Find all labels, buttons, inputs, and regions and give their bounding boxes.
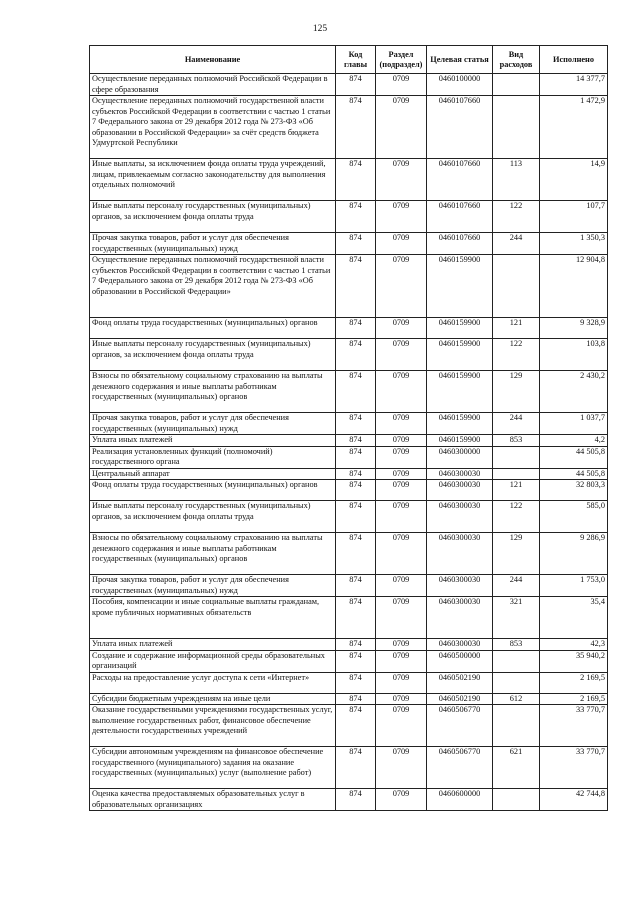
row-name: Реализация установленных функций (полномочий) государственного органа [90,446,336,468]
row-glava: 874 [336,693,376,705]
row-statya: 0460100000 [427,74,493,96]
row-ispolneno: 44 505,8 [540,468,608,480]
row-name: Субсидии бюджетным учреждениям на иные цели [90,693,336,705]
row-ispolneno: 1 350,3 [540,233,608,255]
row-vid: 621 [493,747,540,789]
row-glava: 874 [336,639,376,651]
row-statya: 0460107660 [427,201,493,233]
row-name: Взносы по обязательному социальному страхованию на выплаты денежного содержания и иные выплаты работникам государственных (муниципальных) органов [90,371,336,413]
table-row [90,575,608,597]
row-vid [493,789,540,811]
row-name: Осуществление переданных полномочий государственной власти субъектов Российской Федерации в соответствии с частью 1 статьи 7 Федерального закона от 29 декабря 2012 года № 273-ФЗ «Об образовании в Российской Федерации» [90,255,336,318]
header-name: Наименование [90,46,336,74]
row-ispolneno: 42,3 [540,639,608,651]
table-row [90,201,608,233]
row-glava: 874 [336,575,376,597]
row-name: Прочая закупка товаров, работ и услуг для обеспечения государственных (муниципальных) нужд [90,233,336,255]
row-ispolneno: 1 753,0 [540,575,608,597]
row-razdel: 0709 [376,255,427,318]
row-razdel: 0709 [376,747,427,789]
row-glava: 874 [336,468,376,480]
table-row [90,693,608,705]
table-row [90,255,608,318]
row-razdel: 0709 [376,446,427,468]
row-glava: 874 [336,201,376,233]
row-name: Фонд оплаты труда государственных (муниципальных) органов [90,318,336,339]
table-row [90,413,608,435]
header-glava: Код главы [336,46,376,74]
row-statya: 0460159900 [427,318,493,339]
row-statya: 0460300030 [427,575,493,597]
row-razdel: 0709 [376,339,427,371]
row-vid [493,255,540,318]
row-razdel: 0709 [376,705,427,747]
row-name: Оказание государственными учреждениями государственных услуг, выполнение государственных работ, финансовое обеспечение деятельности государственных учреждений [90,705,336,747]
row-vid: 121 [493,480,540,501]
table-row [90,650,608,672]
row-ispolneno: 2 169,5 [540,672,608,693]
row-ispolneno: 103,8 [540,339,608,371]
row-glava: 874 [336,371,376,413]
row-glava: 874 [336,533,376,575]
row-vid [493,650,540,672]
row-name: Субсидии автономным учреждениям на финансовое обеспечение государственного (муниципального) задания на оказание государственных (муниципальных) услуг (выполнение работ) [90,747,336,789]
table-row [90,705,608,747]
row-glava: 874 [336,672,376,693]
header-razdel: Раздел (подраздел) [376,46,427,74]
row-ispolneno: 9 286,9 [540,533,608,575]
row-razdel: 0709 [376,533,427,575]
row-vid: 244 [493,575,540,597]
row-razdel: 0709 [376,435,427,447]
row-ispolneno: 2 169,5 [540,693,608,705]
row-statya: 0460300030 [427,639,493,651]
table-row [90,597,608,639]
row-razdel: 0709 [376,501,427,533]
row-razdel: 0709 [376,413,427,435]
row-name: Оценка качества предоставляемых образовательных услуг в образовательных организациях [90,789,336,811]
table-header-row [90,46,608,74]
row-name: Прочая закупка товаров, работ и услуг для обеспечения государственных (муниципальных) нужд [90,413,336,435]
row-ispolneno: 33 770,7 [540,705,608,747]
row-glava: 874 [336,413,376,435]
row-statya: 0460300030 [427,597,493,639]
row-ispolneno: 107,7 [540,201,608,233]
row-razdel: 0709 [376,480,427,501]
row-glava: 874 [336,446,376,468]
row-name: Иные выплаты персоналу государственных (муниципальных) органов, за исключением фонда оплаты труда [90,201,336,233]
row-name: Прочая закупка товаров, работ и услуг для обеспечения государственных (муниципальных) нужд [90,575,336,597]
row-ispolneno: 44 505,8 [540,446,608,468]
table-row [90,533,608,575]
row-razdel: 0709 [376,318,427,339]
row-statya: 0460107660 [427,96,493,159]
row-vid: 122 [493,339,540,371]
row-ispolneno: 1 037,7 [540,413,608,435]
table-row [90,318,608,339]
row-ispolneno: 32 803,3 [540,480,608,501]
row-ispolneno: 42 744,8 [540,789,608,811]
table-row [90,446,608,468]
row-name: Осуществление переданных полномочий Российской Федерации в сфере образования [90,74,336,96]
row-statya: 0460506770 [427,705,493,747]
row-statya: 0460600000 [427,789,493,811]
row-ispolneno: 4,2 [540,435,608,447]
row-name: Создание и содержание информационной среды образовательных организаций [90,650,336,672]
row-statya: 0460159900 [427,339,493,371]
row-vid: 244 [493,233,540,255]
row-razdel: 0709 [376,74,427,96]
row-name: Центральный аппарат [90,468,336,480]
row-statya: 0460300030 [427,468,493,480]
row-razdel: 0709 [376,693,427,705]
table-row [90,233,608,255]
table-row [90,435,608,447]
row-vid: 612 [493,693,540,705]
row-name: Иные выплаты, за исключением фонда оплаты труда учреждений, лицам, привлекаемым согласно законодательству для выполнения отдельных полномочий [90,159,336,201]
row-ispolneno: 35 940,2 [540,650,608,672]
row-razdel: 0709 [376,96,427,159]
page-number: 125 [312,24,328,34]
row-statya: 0460300000 [427,446,493,468]
row-vid: 113 [493,159,540,201]
row-vid [493,705,540,747]
row-glava: 874 [336,159,376,201]
row-ispolneno: 14 377,7 [540,74,608,96]
row-glava: 874 [336,480,376,501]
row-statya: 0460300030 [427,480,493,501]
row-glava: 874 [336,233,376,255]
row-statya: 0460500000 [427,650,493,672]
row-razdel: 0709 [376,201,427,233]
header-statya: Целевая статья [427,46,493,74]
row-name: Иные выплаты персоналу государственных (муниципальных) органов, за исключением фонда оплаты труда [90,501,336,533]
table-row [90,480,608,501]
table-row [90,639,608,651]
row-ispolneno: 35,4 [540,597,608,639]
row-glava: 874 [336,435,376,447]
row-vid: 321 [493,597,540,639]
row-name: Расходы на предоставление услуг доступа к сети «Интернет» [90,672,336,693]
row-statya: 0460107660 [427,159,493,201]
row-name: Взносы по обязательному социальному страхованию на выплаты денежного содержания и иные выплаты работникам государственных (муниципальных) органов [90,533,336,575]
row-vid: 244 [493,413,540,435]
row-vid: 121 [493,318,540,339]
table-row [90,747,608,789]
row-statya: 0460159900 [427,413,493,435]
row-glava: 874 [336,789,376,811]
table-row [90,501,608,533]
row-ispolneno: 1 472,9 [540,96,608,159]
table-row [90,371,608,413]
row-ispolneno: 33 770,7 [540,747,608,789]
row-name: Фонд оплаты труда государственных (муниципальных) органов [90,480,336,501]
budget-table [89,45,608,811]
row-razdel: 0709 [376,650,427,672]
header-ispolneno: Исполнено [540,46,608,74]
row-glava: 874 [336,339,376,371]
row-vid: 853 [493,639,540,651]
row-razdel: 0709 [376,597,427,639]
row-vid [493,672,540,693]
table-body [90,74,608,811]
row-ispolneno: 12 904,8 [540,255,608,318]
row-vid [493,446,540,468]
header-vid: Вид расходов [493,46,540,74]
table-row [90,339,608,371]
row-glava: 874 [336,74,376,96]
row-statya: 0460300030 [427,501,493,533]
row-name: Иные выплаты персоналу государственных (муниципальных) органов, за исключением фонда оплаты труда [90,339,336,371]
row-vid: 853 [493,435,540,447]
row-statya: 0460502190 [427,672,493,693]
row-ispolneno: 2 430,2 [540,371,608,413]
row-name: Уплата иных платежей [90,639,336,651]
row-razdel: 0709 [376,575,427,597]
row-vid: 122 [493,501,540,533]
row-glava: 874 [336,96,376,159]
row-glava: 874 [336,650,376,672]
row-ispolneno: 9 328,9 [540,318,608,339]
row-glava: 874 [336,597,376,639]
table-row [90,159,608,201]
row-razdel: 0709 [376,371,427,413]
row-statya: 0460506770 [427,747,493,789]
row-razdel: 0709 [376,159,427,201]
table-row [90,468,608,480]
row-vid: 129 [493,371,540,413]
table-row [90,96,608,159]
row-glava: 874 [336,705,376,747]
row-statya: 0460159900 [427,435,493,447]
row-razdel: 0709 [376,233,427,255]
row-name: Пособия, компенсации и иные социальные выплаты гражданам, кроме публичных нормативных обязательств [90,597,336,639]
row-statya: 0460502190 [427,693,493,705]
row-vid: 122 [493,201,540,233]
row-glava: 874 [336,747,376,789]
row-statya: 0460159900 [427,255,493,318]
table-row [90,672,608,693]
row-statya: 0460300030 [427,533,493,575]
row-vid [493,74,540,96]
row-vid: 129 [493,533,540,575]
row-glava: 874 [336,501,376,533]
row-statya: 0460159900 [427,371,493,413]
table-row [90,74,608,96]
row-glava: 874 [336,255,376,318]
row-statya: 0460107660 [427,233,493,255]
row-name: Осуществление переданных полномочий государственной власти субъектов Российской Федерации в соответствии с частью 1 статьи 7 Федерального закона от 29 декабря 2012 года № 273-ФЗ «Об образовании в Российской Федерации» за счёт средств бюджета Удмуртской Республики [90,96,336,159]
row-vid [493,468,540,480]
row-vid [493,96,540,159]
row-ispolneno: 585,0 [540,501,608,533]
row-glava: 874 [336,318,376,339]
row-ispolneno: 14,9 [540,159,608,201]
row-razdel: 0709 [376,672,427,693]
row-razdel: 0709 [376,468,427,480]
row-razdel: 0709 [376,639,427,651]
row-name: Уплата иных платежей [90,435,336,447]
table-row [90,789,608,811]
row-razdel: 0709 [376,789,427,811]
